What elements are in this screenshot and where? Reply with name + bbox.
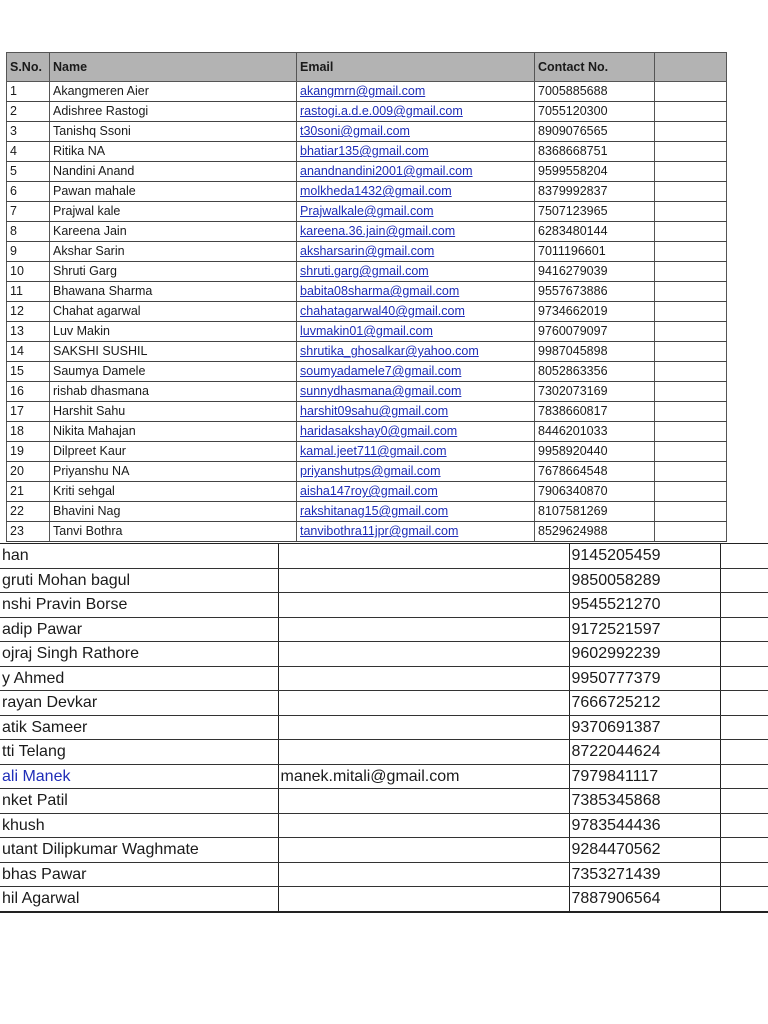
table-row: [0, 544, 768, 569]
row-contact: 9557673886: [535, 282, 655, 302]
row-blank: [655, 162, 727, 182]
row-sno: 15: [7, 362, 50, 382]
row-name: Saumya Damele: [50, 362, 297, 382]
row-contact: 7979841117: [569, 764, 720, 789]
email-link[interactable]: rakshitanag15@gmail.com: [297, 502, 535, 522]
row-blank: [720, 666, 768, 691]
table-row: [7, 362, 727, 382]
table-row: [7, 342, 727, 362]
row-sno: 16: [7, 382, 50, 402]
row-contact: 6283480144: [535, 222, 655, 242]
row-email: [278, 617, 569, 642]
table-row: [7, 402, 727, 422]
row-name: Shruti Garg: [50, 262, 297, 282]
row-contact: 8379992837: [535, 182, 655, 202]
row-blank: [655, 102, 727, 122]
row-name: nket Patil: [0, 789, 278, 814]
row-blank: [720, 740, 768, 765]
lower-contact-table: [0, 543, 768, 913]
row-sno: 4: [7, 142, 50, 162]
row-contact: 7385345868: [569, 789, 720, 814]
header-blank: [655, 53, 727, 82]
row-blank: [720, 593, 768, 618]
row-contact: 7055120300: [535, 102, 655, 122]
row-name: Nandini Anand: [50, 162, 297, 182]
row-blank: [720, 642, 768, 667]
row-sno: 5: [7, 162, 50, 182]
row-name: Luv Makin: [50, 322, 297, 342]
row-blank: [655, 302, 727, 322]
table-row: [0, 593, 768, 618]
email-link[interactable]: babita08sharma@gmail.com: [297, 282, 535, 302]
row-contact: 9416279039: [535, 262, 655, 282]
row-sno: 12: [7, 302, 50, 322]
row-sno: 3: [7, 122, 50, 142]
email-link[interactable]: tanvibothra11jpr@gmail.com: [297, 522, 535, 542]
row-email: [278, 593, 569, 618]
row-contact: 7507123965: [535, 202, 655, 222]
row-name: Akshar Sarin: [50, 242, 297, 262]
row-name: ali Manek: [0, 764, 278, 789]
row-sno: 21: [7, 482, 50, 502]
table-row: [7, 102, 727, 122]
row-sno: 19: [7, 442, 50, 462]
table-row: [0, 789, 768, 814]
row-blank: [720, 887, 768, 912]
header-email: Email: [297, 53, 535, 82]
row-name: Bhavini Nag: [50, 502, 297, 522]
table-row: [0, 813, 768, 838]
row-contact: 8446201033: [535, 422, 655, 442]
row-name: Dilpreet Kaur: [50, 442, 297, 462]
table-row: [7, 522, 727, 542]
table-row: [0, 838, 768, 863]
table-row: [0, 887, 768, 912]
row-sno: 10: [7, 262, 50, 282]
email-link[interactable]: anandnandini2001@gmail.com: [297, 162, 535, 182]
table-row: [7, 462, 727, 482]
row-name: hil Agarwal: [0, 887, 278, 912]
table-row: [7, 162, 727, 182]
row-name: y Ahmed: [0, 666, 278, 691]
row-name: SAKSHI SUSHIL: [50, 342, 297, 362]
row-blank: [655, 322, 727, 342]
row-contact: 9783544436: [569, 813, 720, 838]
row-blank: [655, 182, 727, 202]
row-contact: 9850058289: [569, 568, 720, 593]
row-contact: 9760079097: [535, 322, 655, 342]
row-contact: 8722044624: [569, 740, 720, 765]
email-link[interactable]: luvmakin01@gmail.com: [297, 322, 535, 342]
row-blank: [655, 362, 727, 382]
row-contact: 9599558204: [535, 162, 655, 182]
row-contact: 7353271439: [569, 862, 720, 887]
email-link[interactable]: akangmrn@gmail.com: [297, 82, 535, 102]
row-blank: [655, 402, 727, 422]
table-row: [7, 502, 727, 522]
row-name: Chahat agarwal: [50, 302, 297, 322]
row-contact: 9958920440: [535, 442, 655, 462]
row-contact: 7011196601: [535, 242, 655, 262]
table-row: [7, 142, 727, 162]
row-blank: [655, 342, 727, 362]
row-email: [278, 887, 569, 912]
row-name: atik Sameer: [0, 715, 278, 740]
table-row: [0, 617, 768, 642]
row-sno: 6: [7, 182, 50, 202]
row-email: [278, 666, 569, 691]
table-row: [0, 764, 768, 789]
row-name: Kriti sehgal: [50, 482, 297, 502]
table-row: [0, 862, 768, 887]
email-link[interactable]: aisha147roy@gmail.com: [297, 482, 535, 502]
email-link[interactable]: aksharsarin@gmail.com: [297, 242, 535, 262]
row-contact: 9370691387: [569, 715, 720, 740]
row-contact: 7906340870: [535, 482, 655, 502]
row-blank: [655, 82, 727, 102]
row-name: utant Dilipkumar Waghmate: [0, 838, 278, 863]
row-contact: 8052863356: [535, 362, 655, 382]
row-name: Harshit Sahu: [50, 402, 297, 422]
row-blank: [655, 282, 727, 302]
table-row: [0, 740, 768, 765]
email-link[interactable]: sunnydhasmana@gmail.com: [297, 382, 535, 402]
table-row: [7, 282, 727, 302]
table-row: [0, 642, 768, 667]
row-contact: 9145205459: [569, 544, 720, 569]
row-blank: [655, 262, 727, 282]
row-sno: 17: [7, 402, 50, 422]
upper-contact-table: [6, 52, 727, 542]
row-blank: [720, 838, 768, 863]
row-name: adip Pawar: [0, 617, 278, 642]
row-email: [278, 715, 569, 740]
row-blank: [655, 522, 727, 542]
row-blank: [720, 789, 768, 814]
row-name: Pawan mahale: [50, 182, 297, 202]
table-row: [7, 482, 727, 502]
row-name: ojraj Singh Rathore: [0, 642, 278, 667]
row-name: Tanvi Bothra: [50, 522, 297, 542]
row-contact: 8107581269: [535, 502, 655, 522]
row-email: [278, 691, 569, 716]
email-link[interactable]: molkheda1432@gmail.com: [297, 182, 535, 202]
row-email: manek.mitali@gmail.com: [278, 764, 569, 789]
row-contact: 9545521270: [569, 593, 720, 618]
row-sno: 20: [7, 462, 50, 482]
row-name: Priyanshu NA: [50, 462, 297, 482]
row-blank: [720, 813, 768, 838]
table-row: [0, 666, 768, 691]
table-row: [0, 715, 768, 740]
email-link[interactable]: rastogi.a.d.e.009@gmail.com: [297, 102, 535, 122]
row-blank: [655, 502, 727, 522]
table-row: [7, 202, 727, 222]
row-sno: 8: [7, 222, 50, 242]
table-row: [7, 422, 727, 442]
row-blank: [720, 715, 768, 740]
row-email: [278, 568, 569, 593]
row-name: han: [0, 544, 278, 569]
row-blank: [655, 482, 727, 502]
row-name: Nikita Mahajan: [50, 422, 297, 442]
table-row: [7, 382, 727, 402]
row-sno: 23: [7, 522, 50, 542]
row-blank: [655, 122, 727, 142]
row-email: [278, 642, 569, 667]
row-email: [278, 789, 569, 814]
row-blank: [655, 442, 727, 462]
table-row: [7, 182, 727, 202]
row-blank: [655, 382, 727, 402]
row-sno: 11: [7, 282, 50, 302]
email-link[interactable]: shruti.garg@gmail.com: [297, 262, 535, 282]
row-name: Adishree Rastogi: [50, 102, 297, 122]
row-name: bhas Pawar: [0, 862, 278, 887]
row-email: [278, 544, 569, 569]
email-link[interactable]: kamal.jeet711@gmail.com: [297, 442, 535, 462]
row-blank: [655, 202, 727, 222]
row-blank: [655, 422, 727, 442]
row-contact: 9950777379: [569, 666, 720, 691]
table-row: [7, 442, 727, 462]
row-contact: 8529624988: [535, 522, 655, 542]
row-contact: 7302073169: [535, 382, 655, 402]
table-row: [7, 222, 727, 242]
email-link[interactable]: bhatiar135@gmail.com: [297, 142, 535, 162]
row-name: nshi Pravin Borse: [0, 593, 278, 618]
email-link[interactable]: chahatagarwal40@gmail.com: [297, 302, 535, 322]
row-name: Ritika NA: [50, 142, 297, 162]
header-contact: Contact No.: [535, 53, 655, 82]
row-contact: 8909076565: [535, 122, 655, 142]
header-row: [7, 53, 727, 82]
row-sno: 13: [7, 322, 50, 342]
row-name: Prajwal kale: [50, 202, 297, 222]
email-link[interactable]: haridasakshay0@gmail.com: [297, 422, 535, 442]
email-link[interactable]: harshit09sahu@gmail.com: [297, 402, 535, 422]
row-blank: [720, 617, 768, 642]
row-name: khush: [0, 813, 278, 838]
row-sno: 9: [7, 242, 50, 262]
row-sno: 14: [7, 342, 50, 362]
table-row: [0, 568, 768, 593]
row-blank: [655, 222, 727, 242]
row-contact: 7666725212: [569, 691, 720, 716]
row-sno: 2: [7, 102, 50, 122]
table-row: [7, 122, 727, 142]
row-name: Bhawana Sharma: [50, 282, 297, 302]
row-sno: 22: [7, 502, 50, 522]
row-sno: 18: [7, 422, 50, 442]
row-contact: 9284470562: [569, 838, 720, 863]
row-contact: 8368668751: [535, 142, 655, 162]
table-row: [7, 262, 727, 282]
row-blank: [655, 462, 727, 482]
row-blank: [655, 142, 727, 162]
email-link[interactable]: Prajwalkale@gmail.com: [297, 202, 535, 222]
email-link[interactable]: priyanshutps@gmail.com: [297, 462, 535, 482]
row-name: rayan Devkar: [0, 691, 278, 716]
email-link[interactable]: soumyadamele7@gmail.com: [297, 362, 535, 382]
table-row: [7, 242, 727, 262]
table-row: [7, 82, 727, 102]
row-sno: 7: [7, 202, 50, 222]
row-name: Kareena Jain: [50, 222, 297, 242]
row-contact: 9602992239: [569, 642, 720, 667]
row-name: rishab dhasmana: [50, 382, 297, 402]
row-name: Akangmeren Aier: [50, 82, 297, 102]
row-contact: 7838660817: [535, 402, 655, 422]
email-link[interactable]: shrutika_ghosalkar@yahoo.com: [297, 342, 535, 362]
row-contact: 9172521597: [569, 617, 720, 642]
row-contact: 9987045898: [535, 342, 655, 362]
row-contact: 7005885688: [535, 82, 655, 102]
row-blank: [655, 242, 727, 262]
header-name: Name: [50, 53, 297, 82]
row-email: [278, 740, 569, 765]
row-name: gruti Mohan bagul: [0, 568, 278, 593]
table-row: [7, 302, 727, 322]
row-blank: [720, 691, 768, 716]
row-blank: [720, 544, 768, 569]
email-link[interactable]: t30soni@gmail.com: [297, 122, 535, 142]
header-sno: S.No.: [7, 53, 50, 82]
row-contact: 7887906564: [569, 887, 720, 912]
table-row: [7, 322, 727, 342]
row-name: Tanishq Ssoni: [50, 122, 297, 142]
row-email: [278, 813, 569, 838]
table-row: [0, 691, 768, 716]
email-link[interactable]: kareena.36.jain@gmail.com: [297, 222, 535, 242]
row-blank: [720, 862, 768, 887]
row-email: [278, 838, 569, 863]
row-contact: 9734662019: [535, 302, 655, 322]
row-sno: 1: [7, 82, 50, 102]
row-name: tti Telang: [0, 740, 278, 765]
row-blank: [720, 568, 768, 593]
row-email: [278, 862, 569, 887]
row-blank: [720, 764, 768, 789]
row-contact: 7678664548: [535, 462, 655, 482]
